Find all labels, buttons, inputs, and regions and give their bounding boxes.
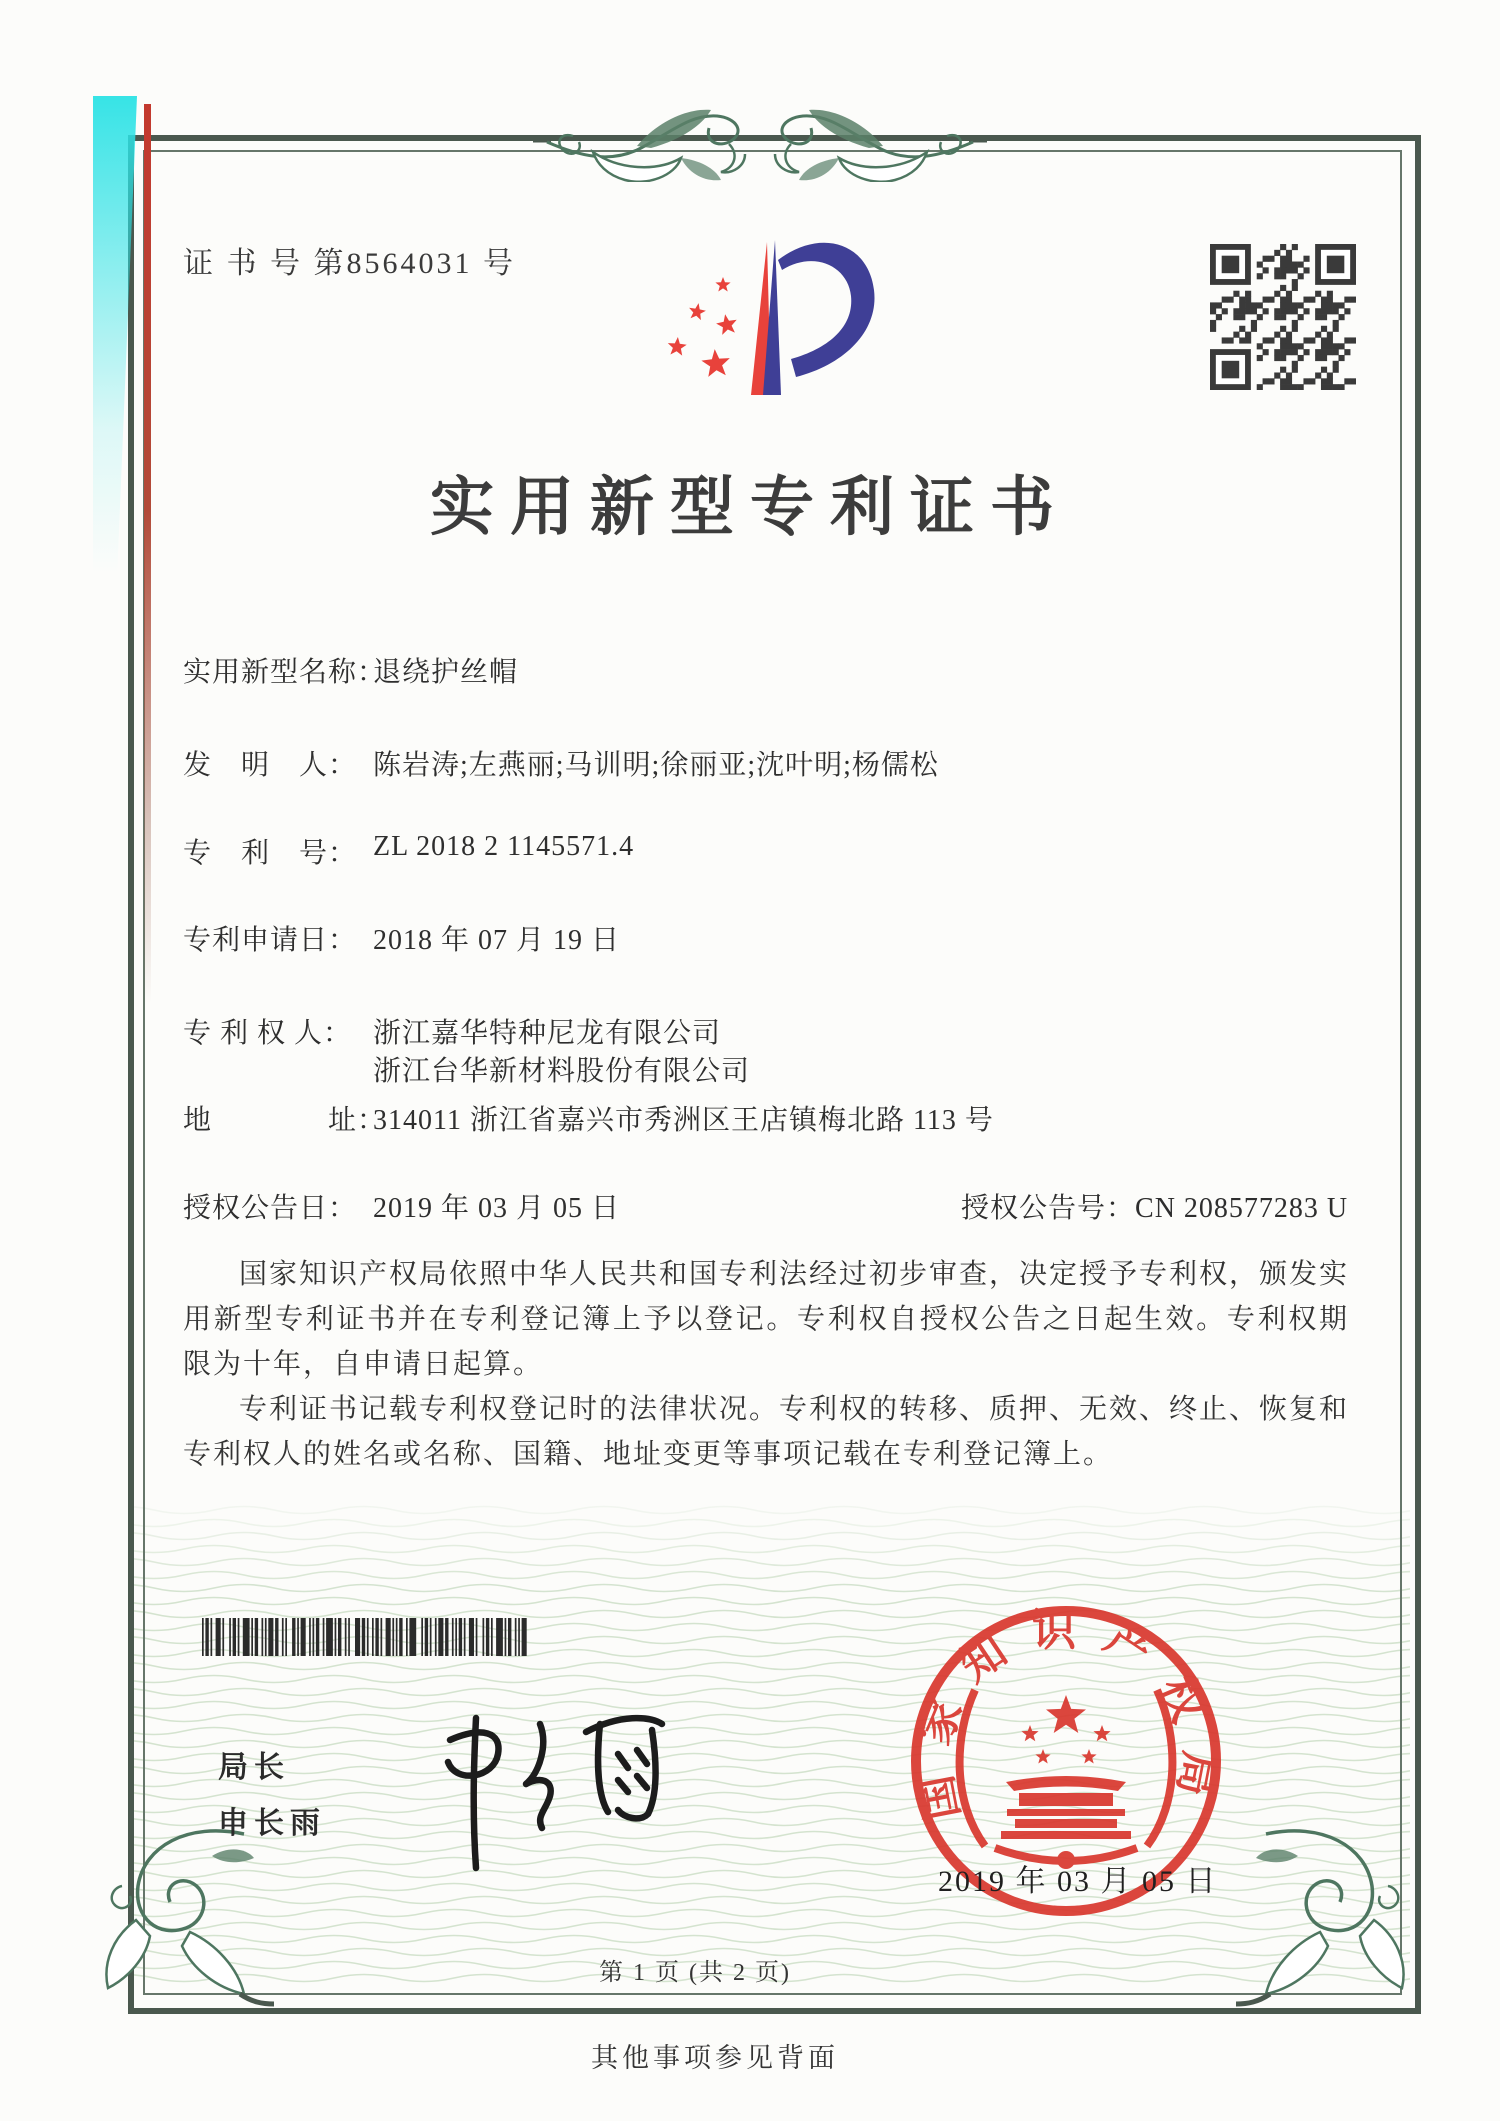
handwritten-signature-icon — [390, 1688, 680, 1893]
field-value: 314011 浙江省嘉兴市秀洲区王店镇梅北路 113 号 — [373, 1105, 994, 1136]
seal-date: 2019 年 03 月 05 日 — [938, 1865, 1218, 1898]
legal-paragraph-2: 专利证书记载专利权登记时的法律状况。专利权的转移、质押、无效、终止、恢复和专利权人的姓名或名称、国籍、地址变更等事项记载在专利登记簿上。 — [183, 1394, 1350, 1470]
field-value: 退绕护丝帽 — [373, 657, 519, 688]
field-value: 2018 年 07 月 19 日 — [373, 925, 621, 956]
field-label: 授权公告日： — [183, 1193, 358, 1224]
officer-title: 局长 — [218, 1751, 290, 1784]
legal-paragraph-1: 国家知识产权局依照中华人民共和国专利法经过初步审查，决定授予专利权，颁发实用新型专利证书并在专利登记簿上予以登记。专利权自授权公告之日起生效。专利权期限为十年，自申请日起算。 — [183, 1259, 1350, 1380]
certificate-title: 实用新型专利证书 — [430, 472, 1070, 543]
seal-text: 国家知识产权局 — [907, 1606, 1225, 1824]
field-value: 浙江嘉华特种尼龙有限公司 — [373, 1018, 722, 1049]
grant-number-value: CN 208577283 U — [1135, 1193, 1349, 1224]
field-row-filing-date — [183, 918, 620, 958]
barcode-icon — [202, 1618, 532, 1656]
top-border-dragon-ornament-icon — [533, 80, 987, 182]
page-number-note: 第 1 页 (共 2 页) — [599, 1960, 791, 1986]
field-row-patentee — [183, 1011, 721, 1051]
field-row-inventors — [183, 743, 939, 783]
qr-code-icon — [1210, 244, 1356, 390]
certificate-number: 证 书 号 第8564031 号 — [183, 247, 516, 280]
field-label: 专 利 权 人： — [183, 1018, 353, 1049]
field-row-patent-number — [183, 831, 634, 871]
grant-number-group — [961, 1186, 1348, 1226]
officer-name: 申长雨 — [218, 1807, 326, 1840]
national-emblem — [960, 1690, 1173, 1869]
field-label: 发 明 人： — [183, 750, 358, 781]
field-label: 地 址： — [183, 1105, 387, 1136]
field-label: 专利申请日： — [183, 925, 358, 956]
field-label: 实用新型名称： — [183, 657, 387, 688]
field-value-patentee-2: 浙江台华新材料股份有限公司 — [373, 1056, 751, 1087]
cnipa-logo-icon — [650, 198, 895, 403]
field-label: 授权公告号： — [961, 1193, 1136, 1224]
field-value: ZL 2018 2 1145571.4 — [373, 831, 635, 862]
back-side-note: 其他事项参见背面 — [591, 2043, 839, 2073]
field-value: 陈岩涛;左燕丽;马训明;徐丽亚;沈叶明;杨儒松 — [373, 750, 939, 781]
grant-date-value: 2019 年 03 月 05 日 — [373, 1193, 621, 1224]
field-row-address — [183, 1098, 994, 1138]
field-row-name — [183, 650, 518, 690]
scan-artifact-red — [144, 104, 151, 1004]
field-row-grant — [183, 1186, 1413, 1226]
legal-text — [183, 1252, 1349, 1477]
field-label: 专 利 号： — [183, 838, 358, 869]
